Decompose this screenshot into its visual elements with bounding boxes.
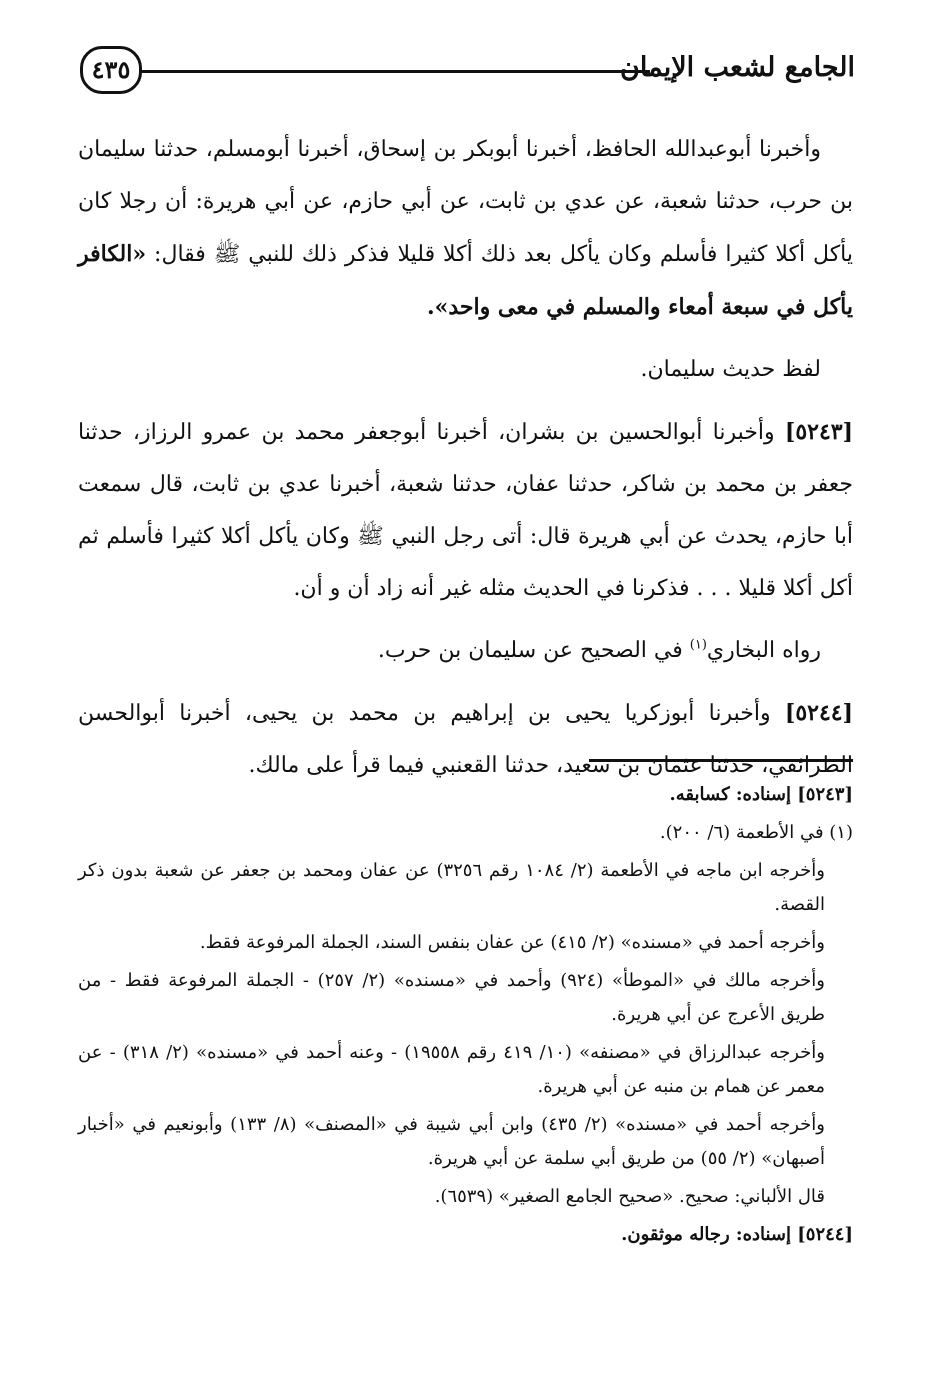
- footnote-5244: [٥٢٤٤] إسناده: رجاله موثقون.: [621, 1224, 853, 1245]
- page-header: [80, 44, 855, 104]
- hadith-entry-5243: [78, 406, 853, 615]
- footnote-1-ahmad: وأخرجه أحمد في «مسنده» (٢/ ٤١٥) عن عفان بنفس السند، الجملة المرفوعة فقط.: [199, 932, 825, 953]
- footnote-1-ahmad-abu-shaybah: وأخرجه أحمد في «مسنده» (٢/ ٤٣٥) وابن أبي شيبة في «المصنف» (٨/ ١٣٣) وأبونعيم في «أخبار أصبهان» (٢/ ٥٥) من طريق أبي سلمة عن أبي هريرة.: [78, 1114, 825, 1169]
- wording-note: لفظ حديث سليمان.: [640, 357, 821, 382]
- footnote-5243: [٥٢٤٣] إسناده: كسابقه.: [669, 784, 853, 805]
- bukhari-attribution: [78, 625, 853, 677]
- header-rule: [142, 70, 650, 73]
- main-text: [78, 124, 853, 802]
- entry-number: [٥٢٤٤]: [784, 700, 853, 726]
- entry-text: وأخبرنا أبوالحسين بن بشران، أخبرنا أبوجعفر محمد بن عمرو الرزاز، حدثنا جعفر بن محمد بن شاكر، حدثنا عفان، حدثنا شعبة، أخبرنا عدي بن ثابت، قال سمعت أبا حازم، يحدث عن أبي هريرة قال: أتى رجل النبي ﷺ وكان يأكل أكلا كثيرا فأسلم ثم أكل أكلا قليلا . . . فذكرنا في الحديث مثله غير أنه زاد أن و أن.: [78, 420, 853, 601]
- footnote-marker[interactable]: (١): [689, 637, 707, 653]
- hadith-isnad-text: وأخبرنا أبوعبدالله الحافظ، أخبرنا أبوبكر بن إسحاق، أخبرنا أبومسلم، حدثنا سليمان بن حرب، حدثنا شعبة، عن عدي بن ثابت، عن أبي حازم، عن أبي هريرة: أن رجلا كان يأكل أكلا كثيرا فأسلم وكان يأكل بعد ذلك أكلا قليلا فذكر ذلك للنبي ﷺ فقال:: [78, 137, 853, 267]
- hadith-quote: «الكافر يأكل في سبعة أمعاء والمسلم في معى واحد».: [78, 241, 853, 320]
- footnote-1-albani: قال الألباني: صحيح. «صحيح الجامع الصغير» (٦٥٣٩).: [434, 1186, 825, 1207]
- footnote-1-abdulrazzaq: وأخرجه عبدالرزاق في «مصنفه» (١٠/ ٤١٩ رقم ١٩٥٥٨) - وعنه أحمد في «مسنده» (٢/ ٣١٨) - عن معمر عن همام بن منبه عن أبي هريرة.: [78, 1042, 825, 1097]
- page-number: ٤٣٥: [80, 46, 142, 94]
- hadith-entry-5244: [78, 687, 853, 792]
- attribution-text-rest: في الصحيح عن سليمان بن حرب.: [377, 638, 690, 663]
- hadith-paragraph-1: [78, 124, 853, 334]
- footnote-1-malik: وأخرجه مالك في «الموطأ» (٩٢٤) وأحمد في «مسنده» (٢/ ٢٥٧) - الجملة المرفوعة فقط - من طريق الأعرج عن أبي هريرة.: [78, 970, 825, 1025]
- footnote-1-ibn-majah: وأخرجه ابن ماجه في الأطعمة (٢/ ١٠٨٤ رقم ٣٢٥٦) عن عفان ومحمد بن جعفر عن شعبة بدون ذكر القصة.: [78, 860, 825, 915]
- footnote-separator: [589, 759, 853, 762]
- running-title: الجامع لشعب الإيمان: [620, 52, 855, 83]
- footnote-1: (١) في الأطعمة (٦/ ٢٠٠).: [659, 822, 853, 843]
- entry-text: وأخبرنا أبوزكريا يحيى بن إبراهيم بن محمد بن يحيى، أخبرنا أبوالحسن الطرائفي، حدثنا عثمان بن سعيد، حدثنا القعنبي فيما قرأ على مالك.: [78, 701, 853, 778]
- attribution-text: رواه البخاري: [706, 638, 821, 663]
- footnotes: [78, 778, 853, 1256]
- entry-number: [٥٢٤٣]: [784, 419, 853, 445]
